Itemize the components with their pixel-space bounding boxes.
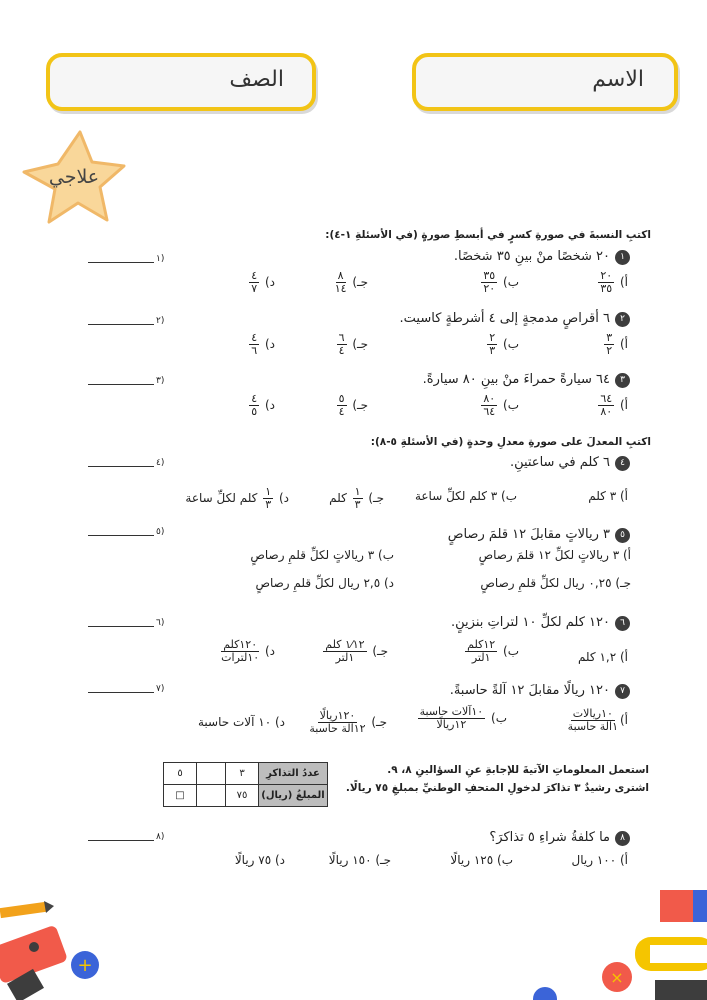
table-head-amount: المبلغُ (ريال) (259, 785, 328, 807)
badge-label: علاجي (48, 166, 100, 188)
table-cell: ٣ (226, 763, 259, 785)
q7-option-b[interactable]: ب) $\frac{\text{١٠آلات حاسبة}}{\text{١٢ريالًا}}$ (419, 705, 507, 731)
q2-option-c[interactable]: جـ) $\frac{٦}{٤}$ (338, 331, 368, 357)
table-cell: ٥ (164, 763, 197, 785)
question-7-text: ١٢٠ ريالًا مقابلَ ١٢ آلةً حاسبةً. (449, 683, 610, 698)
info-line-2: اشترى رشيدٌ ٣ تذاكرَ لدخولِ المتحفِ الوطنيِّ بمبلغِ ٧٥ ريالًا. (345, 782, 649, 794)
table-cell-unknown[interactable]: □ (164, 785, 197, 807)
section2-instruction: اكتبِ المعدلَ على صورةِ معدلِ وحدةٍ (في الأسئلةِ ٥-٨): (370, 436, 651, 448)
stationery-decoration-left (0, 895, 120, 1000)
table-cell (197, 763, 226, 785)
question-4-text: ٦ كلم في ساعتينِ. (509, 455, 610, 470)
answer-label-6: ٦) (156, 618, 165, 628)
answer-line-5[interactable] (88, 535, 154, 536)
answer-line-7[interactable] (88, 692, 154, 693)
q2-option-d[interactable]: د) $\frac{٤}{٦}$ (251, 331, 275, 357)
section1-instruction: اكتبِ النسبةَ في صورةِ كسرٍ في أبسطِ صورةٍ (في الأسئلةِ ١-٤): (325, 229, 651, 241)
question-number-7: ٧ (615, 684, 630, 699)
q1-option-b[interactable]: ب) $\frac{٣٥}{٢٠}$ (483, 269, 519, 295)
table-cell (197, 785, 226, 807)
q8-option-b[interactable]: ب) ١٢٥ ريالًا (450, 853, 513, 867)
class-label: الصف (229, 67, 284, 92)
question-number-1: ١ (615, 250, 630, 265)
remedial-badge (18, 128, 130, 228)
q4-option-d[interactable]: د) $\frac{١}{٣}$ كلم لكلِّ ساعة (185, 485, 289, 511)
q4-option-c[interactable]: جـ) $\frac{١}{٣}$ كلم (329, 485, 384, 511)
q8-option-a[interactable]: أ) ١٠٠ ريال (571, 853, 628, 867)
answer-line-1[interactable] (88, 262, 154, 263)
q2-option-b[interactable]: ب) $\frac{٢}{٣}$ (489, 331, 519, 357)
q2-option-a[interactable]: أ) $\frac{٣}{٢}$ (606, 331, 628, 357)
svg-text:+: + (77, 955, 93, 976)
q5-option-d[interactable]: د) ٢,٥ ريال لكلِّ قلمِ رصاصٍ (255, 576, 394, 590)
q8-option-c[interactable]: جـ) ١٥٠ ريالًا (328, 853, 391, 867)
question-number-6: ٦ (615, 616, 630, 631)
answer-line-6[interactable] (88, 626, 154, 627)
q1-option-c[interactable]: جـ) $\frac{٨}{١٤}$ (334, 269, 368, 295)
stationery-decoration-right (515, 885, 707, 1000)
q3-option-c[interactable]: جـ) $\frac{٥}{٤}$ (338, 392, 368, 418)
table-head-tickets: عددُ التذاكرِ (259, 763, 328, 785)
answer-label-5: ٥) (156, 527, 165, 537)
answer-label-7: ٧) (156, 684, 165, 694)
question-6-text: ١٢٠ كلم لكلِّ ١٠ لتراتِ بنزينٍ. (451, 615, 610, 630)
q1-option-a[interactable]: أ) $\frac{٢٠}{٣٥}$ (600, 269, 628, 295)
q3-option-a[interactable]: أ) $\frac{٦٤}{٨٠}$ (600, 392, 628, 418)
q6-option-d[interactable]: د) $\frac{\text{١٢٠كلم}}{\text{١٠لترات}}$ (221, 638, 275, 664)
answer-line-4[interactable] (88, 466, 154, 467)
question-number-8: ٨ (615, 831, 630, 846)
q4-option-b[interactable]: ب) ٣ كلم لكلِّ ساعة (414, 489, 517, 503)
q6-option-a[interactable]: أ) ١,٢ كلم (577, 650, 628, 664)
q7-option-c[interactable]: جـ) $\frac{\text{١٢٠ريالًا}}{\text{١٢آلة حاسبة}}$ (309, 709, 387, 735)
table-row (164, 785, 328, 807)
question-1-text: ٢٠ شخصًا منْ بينِ ٣٥ شخصًا. (453, 249, 610, 264)
q4-option-a[interactable]: أ) ٣ كلم (588, 489, 628, 503)
question-number-4: ٤ (615, 456, 630, 471)
question-number-5: ٥ (615, 528, 630, 543)
answer-line-3[interactable] (88, 384, 154, 385)
answer-line-8[interactable] (88, 840, 154, 841)
name-label: الاسم (592, 67, 644, 92)
svg-text:×: × (610, 968, 624, 987)
q5-option-a[interactable]: أ) ٣ ريالاتٍ لكلِّ ١٢ قلمَ رصاصٍ (478, 548, 631, 562)
answer-label-2: ٢) (156, 316, 165, 326)
question-2-text: ٦ أقراصٍ مدمجةٍ إلى ٤ أشرطةٍ كاسيت. (399, 311, 610, 326)
question-8-text: ما كلفةُ شراءِ ٥ تذاكرَ؟ (489, 830, 610, 845)
table-row (164, 763, 328, 785)
name-field[interactable] (412, 53, 678, 111)
answer-label-4: ٤) (156, 458, 165, 468)
answer-label-8: ٨) (156, 832, 165, 842)
q5-option-b[interactable]: ب) ٣ ريالاتٍ لكلِّ قلمِ رصاصٍ (250, 548, 394, 562)
q5-option-c[interactable]: جـ) ٠,٢٥ ريال لكلِّ قلمِ رصاصٍ (480, 576, 631, 590)
info-line-1: استعمل المعلوماتِ الآتيةَ للإجابةِ عنِ السؤالينِ ٨، ٩. (387, 764, 649, 776)
answer-label-1: ١) (156, 254, 165, 264)
question-3-text: ٦٤ سيارةً حمراءَ منْ بينِ ٨٠ سيارةً. (422, 372, 610, 387)
table-cell: ٧٥ (226, 785, 259, 807)
question-number-3: ٣ (615, 373, 630, 388)
tickets-table (163, 762, 328, 807)
q6-option-c[interactable]: جـ) $\frac{\text{١⁄١٢ كلم}}{\text{١لتر}}$ (325, 638, 388, 664)
q1-option-d[interactable]: د) $\frac{٤}{٧}$ (251, 269, 275, 295)
q3-option-d[interactable]: د) $\frac{٤}{٥}$ (251, 392, 275, 418)
q6-option-b[interactable]: ب) $\frac{\text{١٢كلم}}{\text{١لتر}}$ (467, 638, 519, 664)
answer-line-2[interactable] (88, 324, 154, 325)
question-number-2: ٢ (615, 312, 630, 327)
q3-option-b[interactable]: ب) $\frac{٨٠}{٦٤}$ (483, 392, 519, 418)
q7-option-a[interactable]: أ) $\frac{\text{١٠ريالات}}{\text{١آلة حاسبة}}$ (567, 707, 628, 733)
q8-option-d[interactable]: د) ٧٥ ريالًا (234, 853, 285, 867)
question-5-text: ٣ ريالاتٍ مقابلَ ١٢ قلمَ رصاصٍ (447, 527, 610, 542)
answer-label-3: ٣) (156, 376, 165, 386)
class-field[interactable] (46, 53, 316, 111)
q7-option-d[interactable]: د) ١٠ آلات حاسبة (197, 715, 285, 729)
